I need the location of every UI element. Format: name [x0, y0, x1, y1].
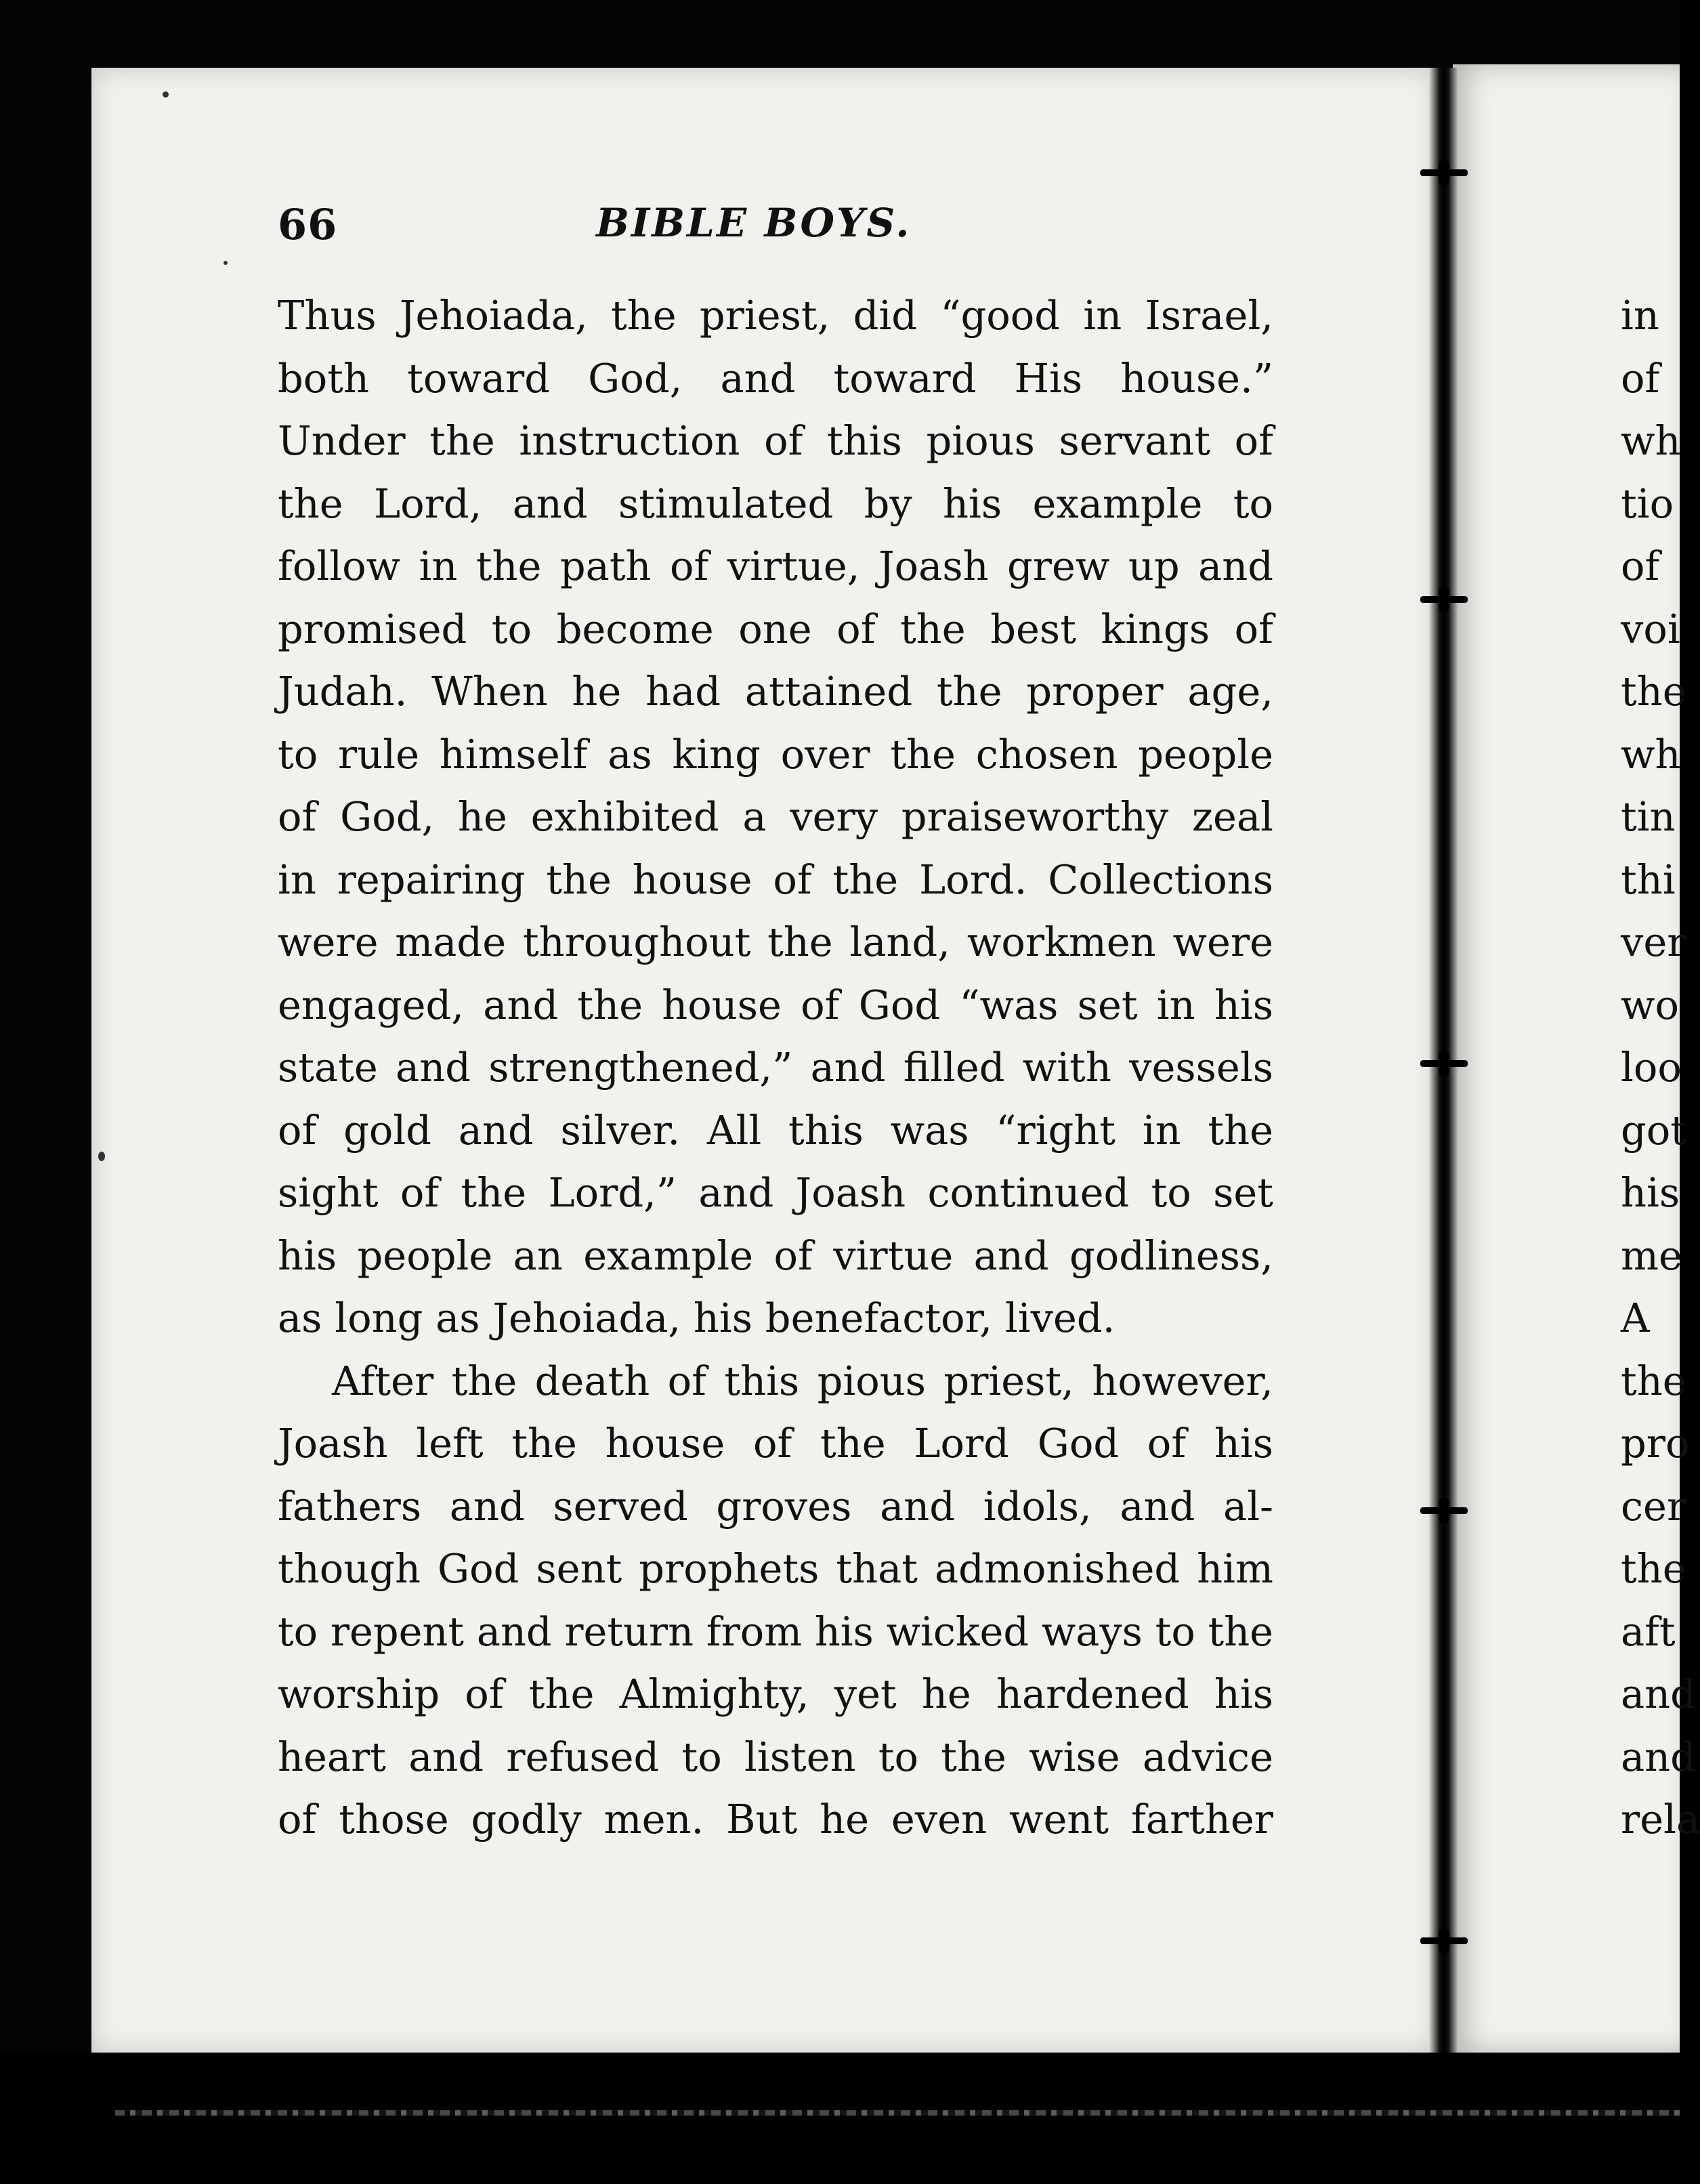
- facing-line-fragment: loo: [1621, 1044, 1682, 1091]
- text-line: to rule himself as king over the chosen people: [278, 730, 1273, 778]
- text-line: state and strengthened,” and filled with vessels: [278, 1044, 1273, 1091]
- facing-line-fragment: ver: [1621, 919, 1686, 965]
- text-line: of gold and silver. All this was “right in the: [278, 1106, 1273, 1154]
- facing-line-fragment: the: [1621, 1545, 1686, 1592]
- binding-stitch: [1420, 1507, 1468, 1514]
- text-line: heart and refused to listen to the wise advice: [278, 1733, 1273, 1780]
- text-line: his people an example of virtue and godliness,: [278, 1232, 1273, 1279]
- facing-line-fragment: his: [1621, 1169, 1680, 1216]
- binding-stitch: [1420, 169, 1468, 176]
- text-line: promised to become one of the best kings of: [278, 605, 1273, 652]
- body-text: [278, 285, 1273, 1851]
- scan-speck: [163, 91, 169, 98]
- text-line: fathers and served groves and idols, and al-: [278, 1482, 1273, 1530]
- facing-line-fragment: cer: [1621, 1482, 1686, 1530]
- running-head: [278, 200, 1260, 261]
- facing-line-fragment: got: [1621, 1106, 1686, 1154]
- text-line: After the death of this pious priest, however,: [332, 1357, 1273, 1404]
- facing-line-fragment: wo: [1621, 981, 1680, 1028]
- facing-line-fragment: and: [1621, 1733, 1696, 1780]
- facing-line-fragment: pro: [1621, 1420, 1690, 1467]
- facing-line-fragment: the: [1621, 668, 1686, 715]
- page-number: 66: [278, 200, 338, 249]
- facing-line-fragment: and: [1621, 1671, 1696, 1717]
- text-line: engaged, and the house of God “was set in his: [278, 981, 1273, 1028]
- scan-speck: [98, 1152, 105, 1161]
- text-line: both toward God, and toward His house.”: [278, 354, 1273, 402]
- page-edge-texture: [115, 2110, 1680, 2116]
- text-line: sight of the Lord,” and Joash continued to set: [278, 1169, 1273, 1216]
- facing-page-text: [1621, 285, 1700, 1851]
- text-line: to repent and return from his wicked ways to the: [278, 1608, 1273, 1655]
- facing-line-fragment: me: [1621, 1232, 1682, 1279]
- binding-stitch: [1420, 1937, 1468, 1944]
- text-line: worship of the Almighty, yet he hardened his: [278, 1671, 1273, 1717]
- text-line: in repairing the house of the Lord. Collections: [278, 856, 1273, 903]
- facing-line-fragment: of: [1621, 354, 1660, 402]
- facing-line-fragment: tin: [1621, 793, 1676, 840]
- binding-stitch: [1420, 596, 1468, 603]
- text-line: of God, he exhibited a very praiseworthy zeal: [278, 793, 1273, 840]
- facing-line-fragment: tio: [1621, 480, 1674, 527]
- facing-line-fragment: wh: [1621, 417, 1681, 464]
- facing-line-fragment: A: [1621, 1295, 1650, 1341]
- text-line: though God sent prophets that admonished him: [278, 1545, 1273, 1592]
- binding-stitch: [1420, 1060, 1468, 1067]
- text-line: the Lord, and stimulated by his example to: [278, 480, 1273, 527]
- scan-speck: [224, 261, 228, 265]
- text-line: of those godly men. But he even went farther: [278, 1796, 1273, 1843]
- running-title: BIBLE BOYS.: [596, 200, 912, 246]
- text-line: Joash left the house of the Lord God of his: [278, 1420, 1273, 1467]
- facing-line-fragment: voi: [1621, 605, 1680, 652]
- text-line: Judah. When he had attained the proper age,: [278, 668, 1273, 715]
- text-line: as long as Jehoiada, his benefactor, lived.: [278, 1295, 1115, 1341]
- text-line: Thus Jehoiada, the priest, did “good in Israel,: [278, 292, 1273, 339]
- facing-line-fragment: rela: [1621, 1796, 1700, 1843]
- text-line: Under the instruction of this pious servant of: [278, 417, 1273, 464]
- text-line: were made throughout the land, workmen were: [278, 919, 1273, 965]
- text-line: follow in the path of virtue, Joash grew up and: [278, 543, 1273, 589]
- facing-line-fragment: in: [1621, 292, 1659, 339]
- facing-line-fragment: wh: [1621, 730, 1681, 778]
- facing-line-fragment: aft: [1621, 1608, 1676, 1655]
- facing-line-fragment: of: [1621, 543, 1660, 589]
- facing-line-fragment: thi: [1621, 856, 1676, 903]
- facing-line-fragment: the: [1621, 1357, 1686, 1404]
- bottom-edge: [0, 2053, 1680, 2184]
